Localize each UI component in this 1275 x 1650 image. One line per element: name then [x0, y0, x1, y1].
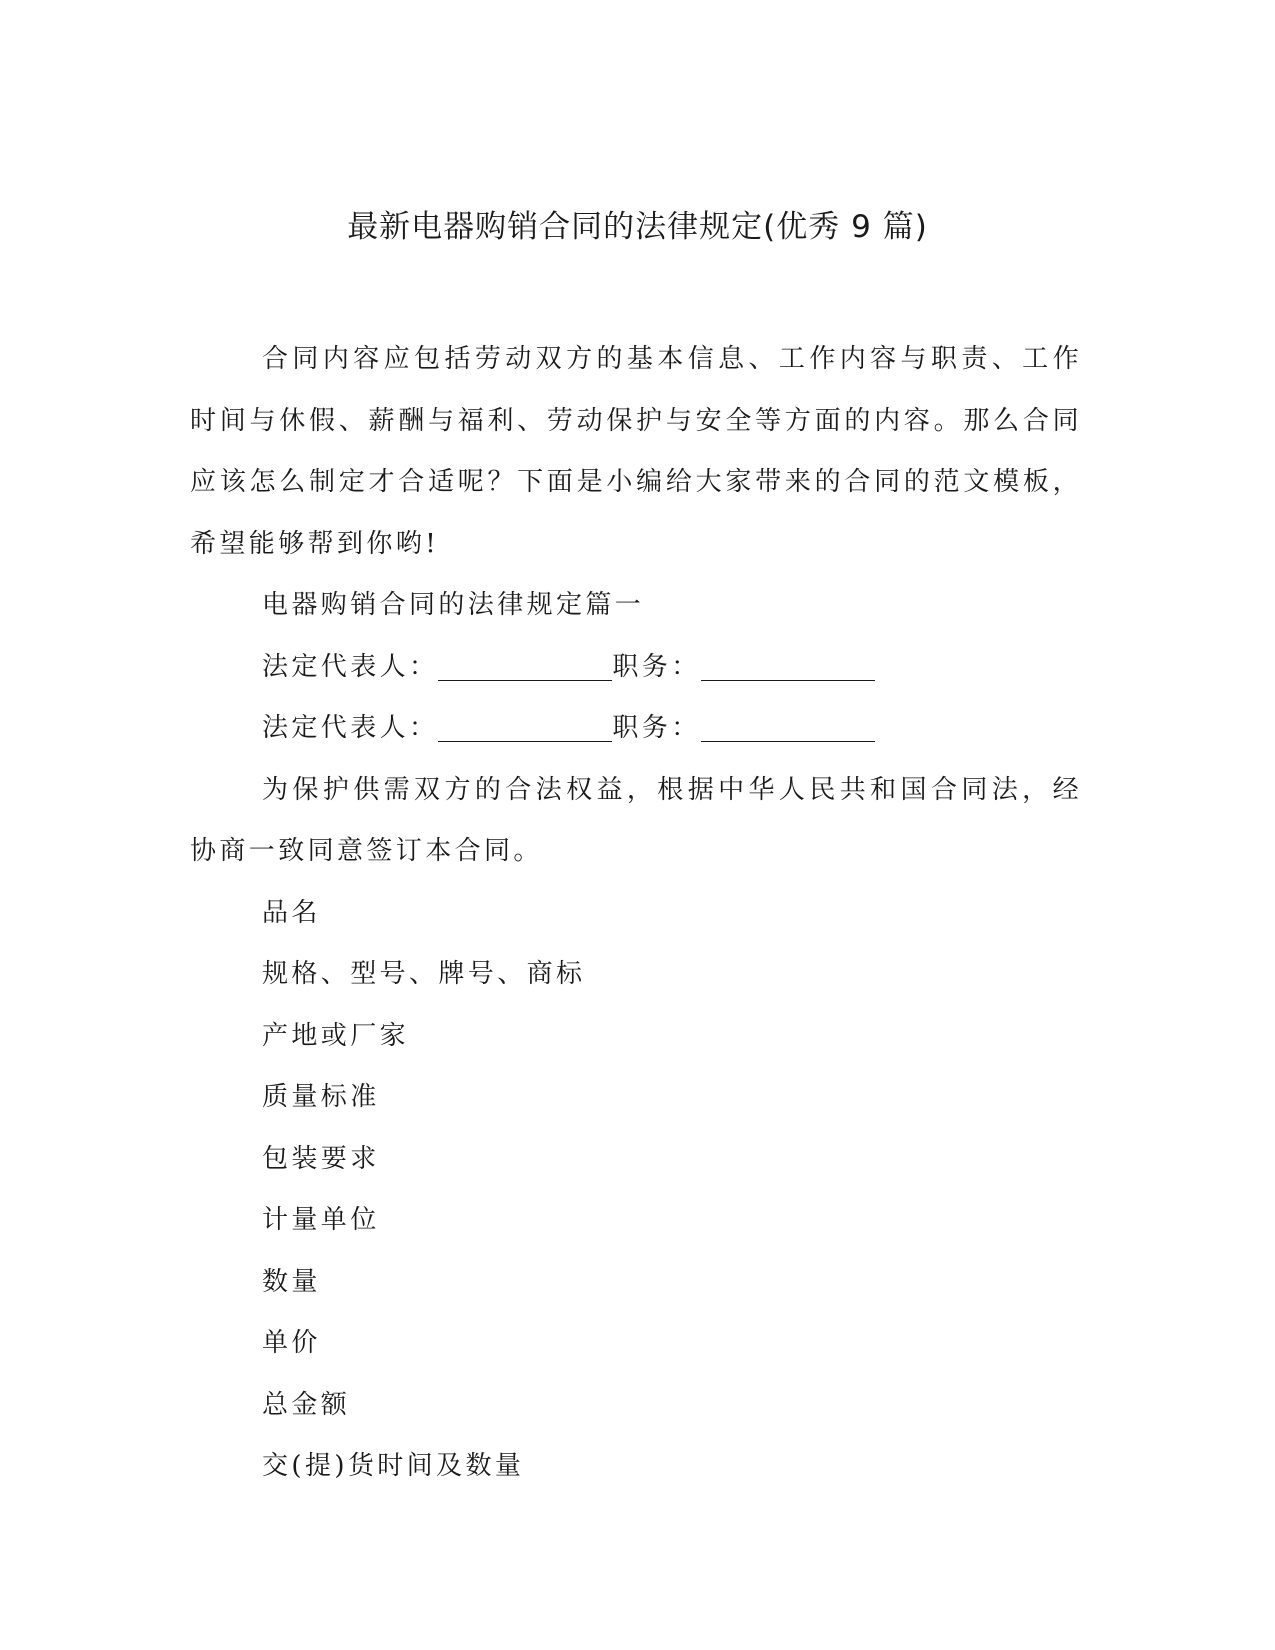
document-body	[190, 329, 1082, 1498]
list-item: 总金额	[262, 1389, 351, 1420]
position-label: 职务：	[612, 651, 701, 682]
list-item: 数量	[262, 1266, 321, 1297]
list-item: 质量标准	[262, 1082, 380, 1112]
position-label: 职务：	[612, 713, 701, 743]
list-item: 规格、型号、牌号、商标	[262, 959, 586, 989]
list-item: 计量单位	[262, 1205, 380, 1235]
representative-blank	[438, 713, 612, 742]
section-heading: 电器购销合同的法律规定篇一	[262, 590, 645, 620]
representative-label: 法定代表人：	[262, 713, 439, 743]
list-item: 包装要求	[262, 1143, 380, 1174]
position-blank	[701, 713, 875, 742]
list-item: 产地或厂家	[262, 1020, 410, 1051]
list-item: 交(提)货时间及数量	[262, 1451, 525, 1481]
representative-label: 法定代表人：	[262, 651, 439, 682]
document-title: 最新电器购销合同的法律规定(优秀 9 篇)	[347, 209, 928, 245]
signature-line	[190, 698, 1082, 760]
representative-blank	[438, 652, 612, 681]
preamble-paragraph: 为保护供需双方的合法权益，根据中华人民共和国合同法，经协商一致同意签订本合同。	[190, 774, 1082, 866]
list-item: 单价	[262, 1328, 321, 1358]
signature-line	[190, 637, 1082, 699]
position-blank	[701, 652, 875, 681]
list-item: 品名	[262, 897, 321, 928]
intro-paragraph: 合同内容应包括劳动双方的基本信息、工作内容与职责、工作时间与休假、薪酬与福利、劳动保护与安全等方面的内容。那么合同应该怎么制定才合适呢？下面是小编给大家带来的合同的范文模板，希望能够帮到你哟!	[190, 344, 1082, 559]
